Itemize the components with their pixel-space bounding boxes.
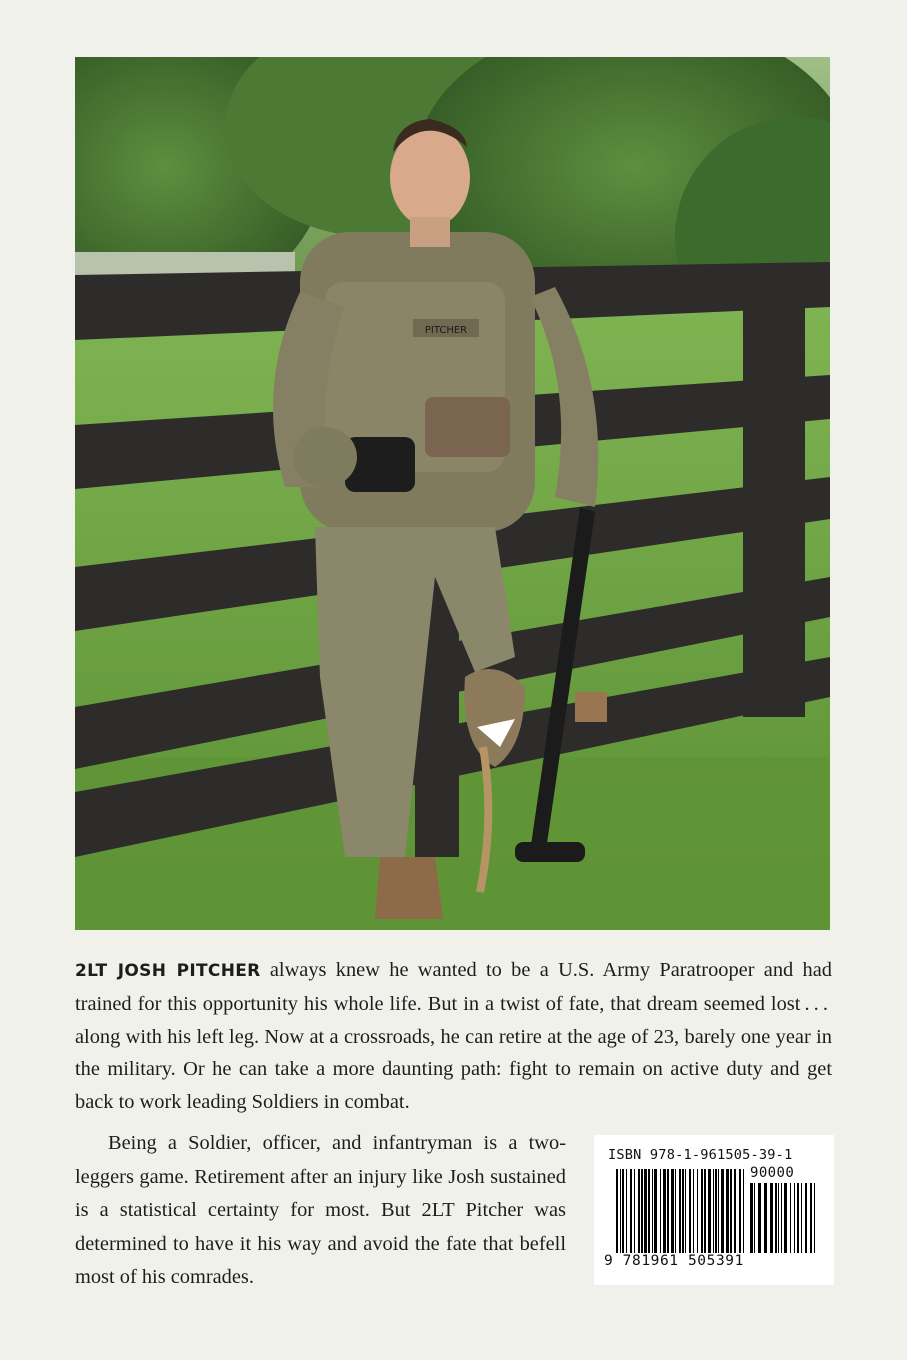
- barcode-bar: [718, 1169, 719, 1253]
- isbn-label: ISBN 978-1-961505-39-1: [608, 1147, 793, 1163]
- barcode-bar: [708, 1169, 711, 1253]
- barcode-bar: [685, 1169, 686, 1253]
- barcode-bar: [641, 1169, 643, 1253]
- barcode-bar: [814, 1183, 815, 1253]
- barcode-bar: [667, 1169, 669, 1253]
- barcode-bar: [778, 1183, 779, 1253]
- author-name: 2LT JOSH PITCHER: [75, 961, 261, 981]
- barcode-bar: [622, 1169, 624, 1253]
- barcode-bar: [739, 1169, 741, 1253]
- barcode-bar: [697, 1169, 698, 1253]
- barcode-bar: [713, 1169, 714, 1253]
- barcode-bar: [620, 1169, 621, 1253]
- barcode-bar: [663, 1169, 666, 1253]
- barcode-bar: [634, 1169, 635, 1253]
- barcode-bar: [797, 1183, 799, 1253]
- barcode-bar: [644, 1169, 647, 1253]
- barcode-bar: [704, 1169, 706, 1253]
- soldier-photo-icon: [75, 57, 830, 930]
- barcode-bar: [730, 1169, 732, 1253]
- barcode-bar: [660, 1169, 661, 1253]
- barcode-bar: [654, 1169, 657, 1253]
- price-addon: 90000: [750, 1165, 795, 1181]
- barcode-bar: [801, 1183, 802, 1253]
- name-tape: PITCHER: [424, 325, 468, 336]
- barcode-bar: [689, 1169, 691, 1253]
- barcode-bar: [810, 1183, 812, 1253]
- barcode-bar: [671, 1169, 674, 1253]
- barcode-bar: [675, 1169, 676, 1253]
- barcode-bar: [715, 1169, 717, 1253]
- barcode-bar: [693, 1169, 694, 1253]
- barcode-bar: [781, 1183, 782, 1253]
- barcode-bar: [701, 1169, 703, 1253]
- barcode-bar: [775, 1183, 777, 1253]
- barcode-bar: [652, 1169, 653, 1253]
- barcode-bar: [726, 1169, 729, 1253]
- barcode-bar: [616, 1169, 618, 1253]
- blurb-paragraph-2: Being a Soldier, officer, and infantryman is a two-leggers game. Retirement after an injury like Josh sustained is a statistical certainty for most. But 2LT Pitcher was determined to have it his way and avoid the fate that befell most of his comrades.: [75, 1132, 566, 1288]
- barcode-bar: [630, 1169, 632, 1253]
- barcode-bar: [721, 1169, 724, 1253]
- barcode-bar: [794, 1183, 795, 1253]
- barcode-bar: [754, 1183, 755, 1253]
- barcode-bar: [638, 1169, 640, 1253]
- barcode-bar: [743, 1169, 744, 1253]
- isbn-barcode: [594, 1135, 834, 1285]
- barcode-bar: [626, 1169, 627, 1253]
- barcode-bar: [770, 1183, 773, 1253]
- blurb-paragraph-1: [75, 954, 832, 1119]
- barcode-bar: [758, 1183, 761, 1253]
- cover-photo: [75, 57, 830, 930]
- ean-number: 9 781961 505391: [604, 1253, 744, 1269]
- barcode-bar: [764, 1183, 767, 1253]
- barcode-bar: [750, 1183, 753, 1253]
- barcode-bar: [784, 1183, 787, 1253]
- barcode-bar: [790, 1183, 791, 1253]
- blurb-paragraph-1-text: always knew he wanted to be a U.S. Army Paratrooper and had trained for this opportunity his whole life. But in a twist of fate, that dream seemed lost . . . along with his left leg. Now at a crossroads, he can retire at the age of 23, barely one year in the military. Or he can take a more daunting path: fight to remain on active duty and get back to work leading Soldiers in combat.: [75, 959, 832, 1114]
- barcode-bar: [648, 1169, 650, 1253]
- barcode-bar: [805, 1183, 807, 1253]
- barcode-bar: [682, 1169, 684, 1253]
- barcode-bar: [734, 1169, 736, 1253]
- barcode-bar: [679, 1169, 681, 1253]
